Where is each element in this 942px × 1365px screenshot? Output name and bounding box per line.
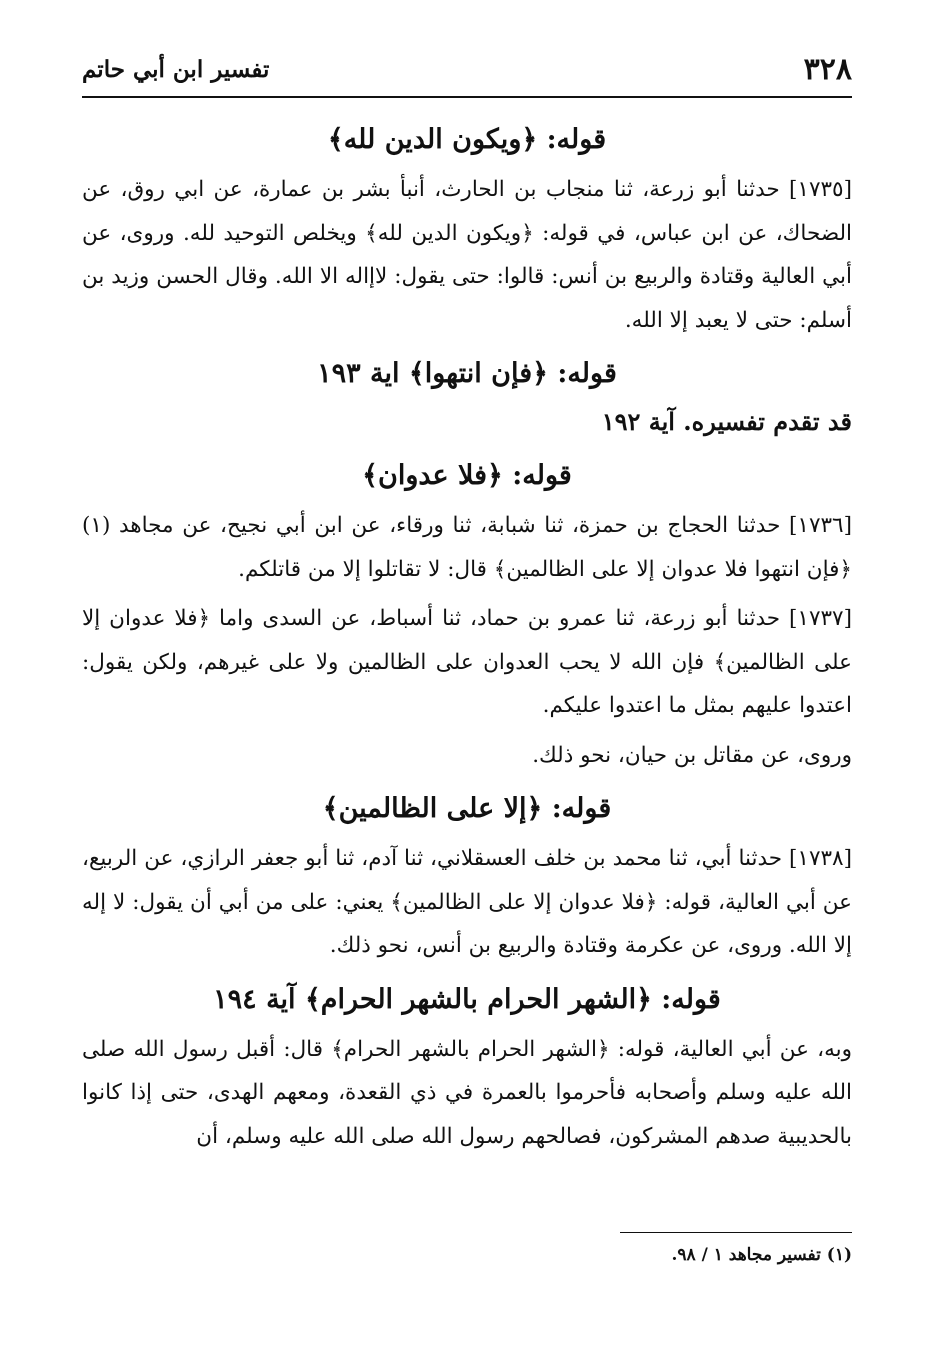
running-head (82, 52, 852, 96)
section-heading: قوله: ﴿فإن انتهوا﴾ اية ١٩٣ (317, 358, 617, 389)
header-divider (82, 96, 852, 98)
hadith-paragraph: [١٧٣٧] حدثنا أبو زرعة، ثنا عمرو بن حماد، ثنا أسباط، عن السدى واما ﴿فلا عدوان إلا على الظالمين﴾ فإن الله لا يحب العدوان على الظالمين ولا على غيرهم، ولكن يقول: اعتدوا عليهم بمثل ما اعتدوا عليكم. (82, 606, 852, 718)
section-heading: قوله: ﴿إلا على الظالمين﴾ (322, 793, 612, 824)
hadith-paragraph: وروى، عن مقاتل بن حيان، نحو ذلك. (532, 742, 852, 768)
book-title: تفسير ابن أبي حاتم (82, 56, 270, 83)
hadith-paragraph: وبه، عن أبي العالية، قوله: ﴿الشهر الحرام بالشهر الحرام﴾ قال: أقبل رسول الله صلى الله عليه وسلم وأصحابه فأحرموا بالعمرة في ذي القعدة، ومعهم الهدى، حتى إذا كانوا بالحديبية صدهم المشركون، فصالحهم رسول الله صلى الله عليه وسلم، أن (82, 1036, 852, 1149)
footnote-divider (620, 1232, 852, 1233)
section-heading: قوله: ﴿ويكون الدين لله﴾ (327, 124, 607, 155)
hadith-paragraph: [١٧٣٦] حدثنا الحجاج بن حمزة، ثنا شبابة، ثنا ورقاء، عن ابن أبي نجيح، عن مجاهد (١) ﴿فإن انتهوا فلا عدوان إلا على الظالمين﴾ قال: لا تقاتلوا إلا من قاتلكم. (82, 513, 852, 582)
page-number: ٣٢٨ (803, 52, 852, 87)
hadith-paragraph: [١٧٣٨] حدثنا أبي، ثنا محمد بن خلف العسقلاني، ثنا آدم، ثنا أبو جعفر الرازي، عن الربيع، عن أبي العالية، قوله: ﴿فلا عدوان إلا على الظالمين﴾ يعني: على من أبي أن يقول: لا إله إلا الله. وروى، عن عكرمة وقتادة والربيع بن أنس، نحو ذلك. (82, 846, 852, 958)
hadith-paragraph: [١٧٣٥] حدثنا أبو زرعة، ثنا منجاب بن الحارث، أنبأ بشر بن عمارة، عن ابي روق، عن الضحاك، عن ابن عباس، في قوله: ﴿ويكون الدين لله﴾ ويخلص التوحيد لله. وروى، عن أبي العالية وقتادة والربيع بن أنس: قالوا: حتى يقول: لاإاله الا الله. وقال الحسن وزيد بن أسلم: حتى لا يعبد إلا الله. (82, 177, 852, 333)
footnote: (١) تفسير مجاهد ١ / ٩٨. (671, 1245, 852, 1265)
section-heading: قوله: ﴿فلا عدوان﴾ (362, 460, 572, 491)
section-heading: قوله: ﴿الشهر الحرام بالشهر الحرام﴾ آية ١٩٤ (213, 983, 721, 1015)
page-body (82, 110, 852, 1164)
cross-reference-note: قد تقدم تفسيره. آية ١٩٢ (601, 407, 852, 436)
